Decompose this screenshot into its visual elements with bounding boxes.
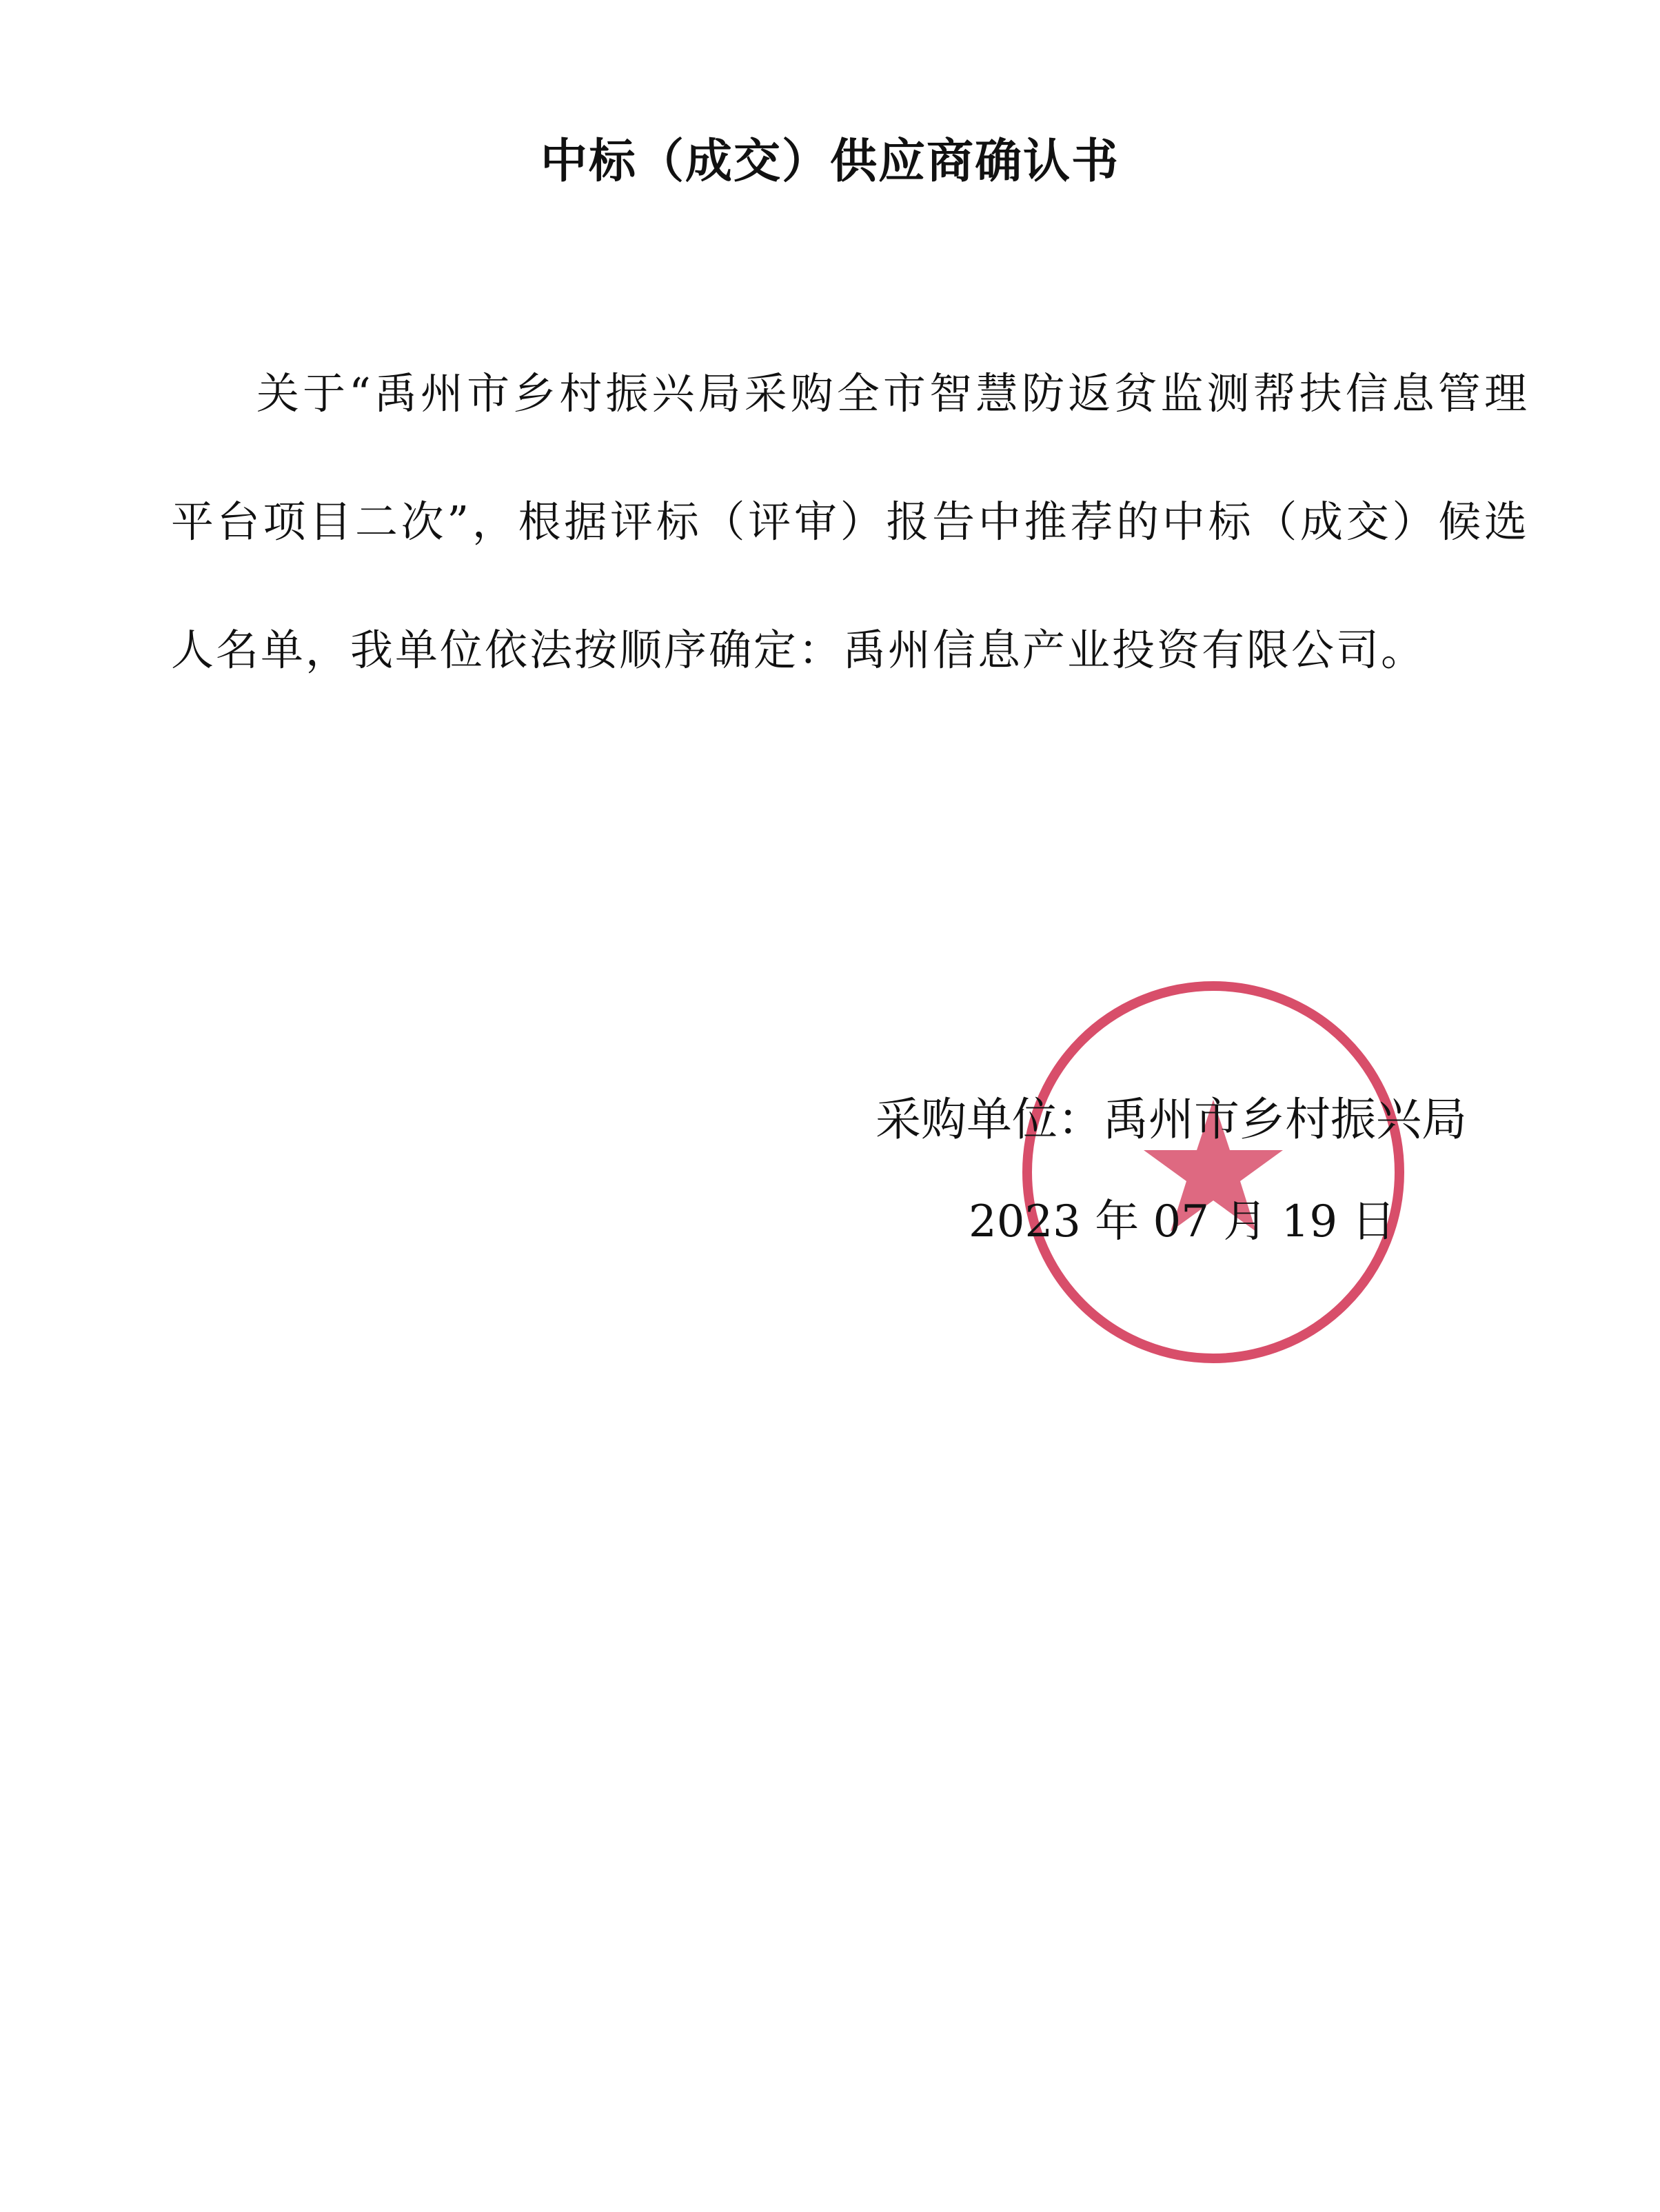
document-date: 2023 年 07 月 19 日 (969, 1196, 1396, 1247)
purchaser-signature: 采购单位：禹州市乡村振兴局 (875, 1093, 1467, 1146)
document-body: 关于“禹州市乡村振兴局采购全市智慧防返贫监测帮扶信息管理平台项目二次”，根据评标（评审）报告中推荐的中标（成交）候选人名单，我单位依法按顺序确定：禹州信息产业投资有限公司。 (171, 368, 1529, 675)
official-seal-icon (1013, 972, 1413, 1372)
document-title: 中标（成交）供应商确认书 (540, 134, 1120, 189)
